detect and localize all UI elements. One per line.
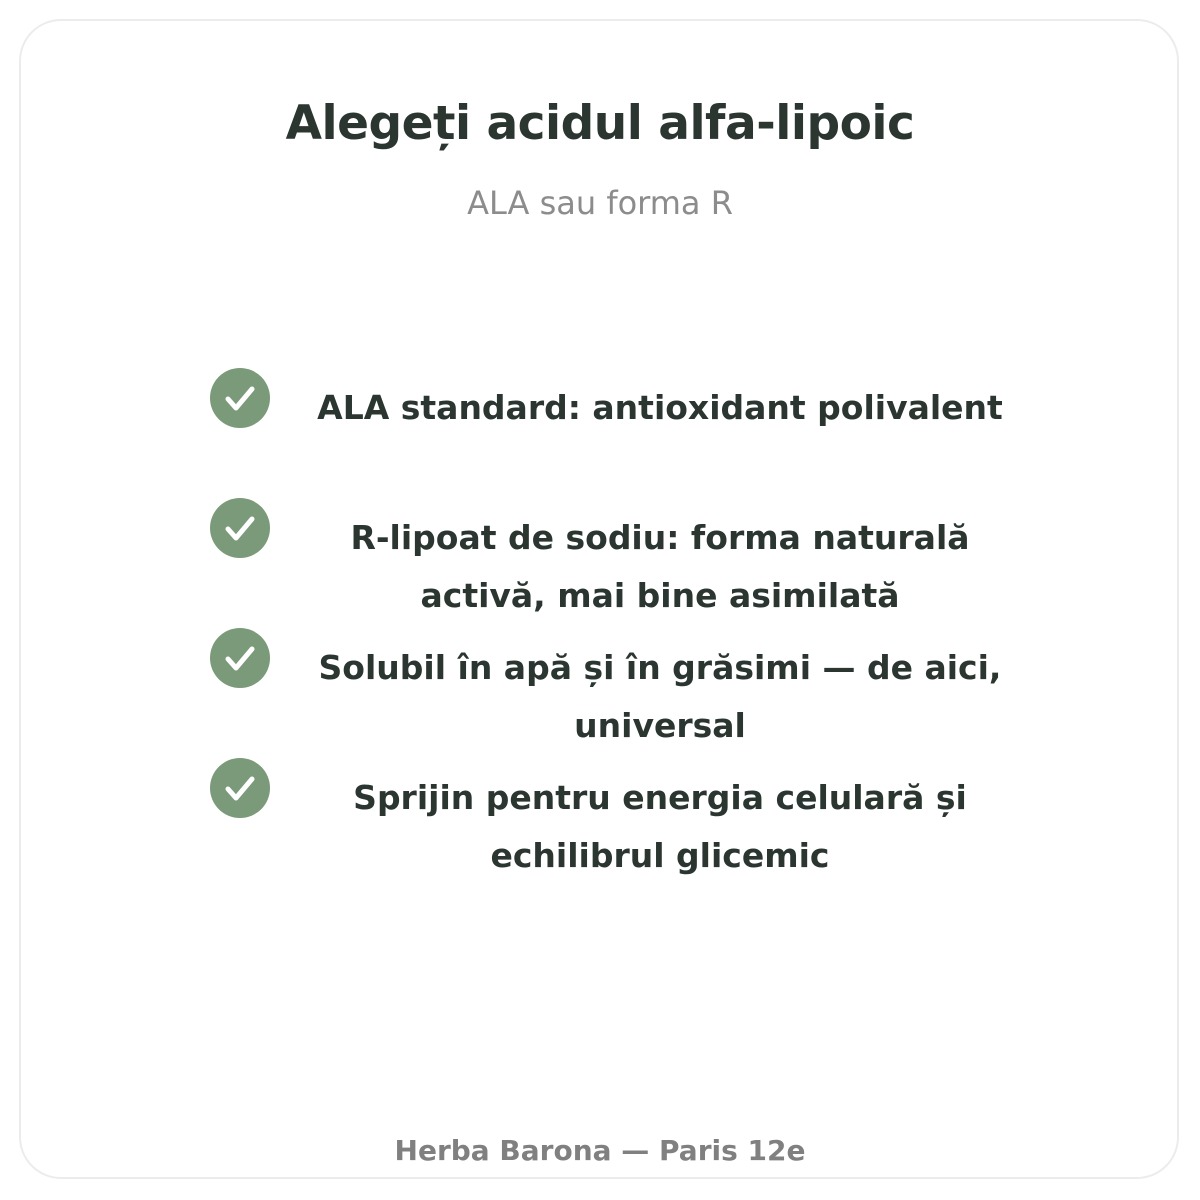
- list-item-text: Solubil în apă și în grăsimi — de aici, universal: [318, 648, 1002, 745]
- list-item-text: Sprijin pentru energia celulară și echilibrul glicemic: [353, 778, 967, 875]
- check-circle-icon: [210, 628, 270, 688]
- page-title: Alegeți acidul alfa-lipoic: [285, 96, 915, 151]
- check-circle-icon: [210, 758, 270, 818]
- page-subtitle: ALA sau forma R: [467, 184, 733, 222]
- list-item-text: ALA standard: antioxidant polivalent: [317, 388, 1003, 427]
- check-circle-icon: [210, 368, 270, 428]
- footer-brand: Herba Barona — Paris 12e: [394, 1134, 806, 1167]
- list-item-text: R-lipoat de sodiu: forma naturală activă, mai bine asimilată: [350, 518, 970, 615]
- check-circle-icon: [210, 498, 270, 558]
